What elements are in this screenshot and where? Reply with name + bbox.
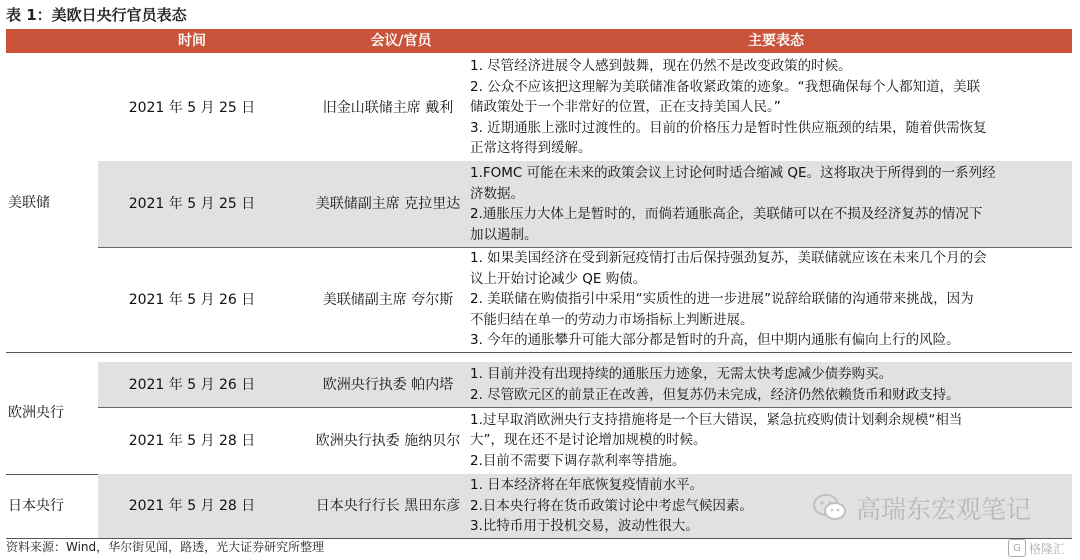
- statement-cell: [470, 163, 1070, 245]
- statement-line: 3. 今年的通胀攀升可能大部分都是暂时的升高，但中期内通胀有偏向上行的风险。: [470, 332, 960, 349]
- wechat-icon: [812, 493, 848, 523]
- source-note: 资料来源：Wind，华尔街见闻，路透，光大证券研究所整理: [6, 540, 325, 554]
- table-row: [98, 54, 1072, 161]
- statement-line: 2.通胀压力大体上是暂时的，而倘若通胀高企，美联储可以在不损及经济复苏的情况下: [470, 206, 983, 222]
- statement-line: 加以遏制。: [470, 226, 538, 243]
- corner-logo-text: 格隆汇: [1029, 541, 1066, 556]
- statement-line: 1. 目前并没有出现持续的通胀压力迹象，无需太快考虑减少债券购买。: [470, 366, 893, 382]
- meeting-cell: 美联储副主席 夸尔斯: [322, 291, 454, 308]
- statement-line: 1.FOMC 可能在未来的政策会议上讨论何时适合缩减 QE。这将取决于所得到的一系列经: [470, 165, 996, 181]
- watermark-text: 高瑞东宏观笔记: [856, 495, 1032, 524]
- table-row: [98, 407, 1072, 474]
- statement-line: 1. 日本经济将在年底恢复疫情前水平。: [470, 477, 704, 494]
- statement-line: 议上开始讨论减少 QE 购债。: [470, 270, 647, 287]
- table-title: 表 1：美欧日央行官员表态: [6, 6, 187, 24]
- statement-line: 济数据。: [470, 185, 524, 202]
- statement-line: 1.过早取消欧洲央行支持措施将是一个巨大错误，紧急抗疫购债计划剩余规模“相当: [470, 411, 963, 428]
- table-header: [6, 29, 1072, 53]
- section-divider: [6, 352, 1072, 353]
- date-cell: 2021 年 5 月 26 日: [128, 291, 256, 308]
- statement-line: 2. 尽管欧元区的前景正在改善，但复苏仍未完成，经济仍然依赖货币和财政支持。: [470, 386, 960, 403]
- header-statement: 主要表态: [748, 33, 804, 49]
- statement-line: 3. 近期通胀上涨时过渡性的。目前的价格压力是暂时性供应瓶颈的结果，随着供需恢复: [470, 119, 987, 136]
- statement-cell: [470, 410, 1070, 472]
- statement-cell: [470, 56, 1070, 159]
- watermark: [812, 488, 1031, 528]
- statement-line: 1. 尽管经济进展令人感到鼓舞，现在仍然不是改变政策的时候。: [470, 58, 852, 75]
- institution-label: 欧洲央行: [8, 405, 64, 421]
- statement-cell: [470, 364, 1070, 405]
- meeting-cell: 美联储副主席 克拉里达: [315, 196, 461, 212]
- date-cell: 2021 年 5 月 25 日: [128, 196, 256, 212]
- statement-line: 2.日本央行将在货币政策讨论中考虑气候因素。: [470, 497, 753, 514]
- header-meeting: 会议/官员: [370, 33, 432, 49]
- statement-line: 1. 如果美国经济在受到新冠疫情打击后保持强劲复苏，美联储就应该在未来几个月的会: [470, 250, 987, 267]
- corner-logo: [1008, 538, 1065, 558]
- meeting-cell: 日本央行行长 黑田东彦: [315, 498, 461, 514]
- table-row: [98, 362, 1072, 407]
- statement-cell: [470, 248, 1070, 351]
- table-row: [98, 247, 1072, 352]
- header-time: 时间: [178, 33, 206, 49]
- statement-line: 不能归结在单一的劳动力市场指标上判断进展。: [470, 311, 754, 328]
- statement-line: 储政策处于一个非常好的位置，正在支持美国人民。”: [470, 99, 781, 116]
- statement-line: 2.目前不需要下调存款利率等措施。: [470, 452, 686, 469]
- statement-line: 2. 美联储在购债指引中采用“实质性的进一步进展”说辞给联储的沟通带来挑战，因为: [470, 291, 974, 308]
- meeting-cell: 欧洲央行执委 帕内塔: [322, 376, 454, 393]
- institution-label: 日本央行: [8, 498, 64, 514]
- date-cell: 2021 年 5 月 28 日: [128, 498, 256, 514]
- logo-icon: G: [1008, 539, 1026, 557]
- date-cell: 2021 年 5 月 26 日: [128, 376, 256, 393]
- date-cell: 2021 年 5 月 28 日: [128, 432, 256, 449]
- date-cell: 2021 年 5 月 25 日: [128, 99, 256, 116]
- statement-line: 大”，现在还不是讨论增加规模的时候。: [470, 432, 707, 449]
- institution-label: 美联储: [8, 195, 50, 211]
- table-row: [98, 161, 1072, 247]
- meeting-cell: 欧洲央行执委 施纳贝尔: [315, 432, 461, 449]
- statement-line: 3.比特币用于投机交易，波动性很大。: [470, 518, 699, 535]
- statement-line: 2. 公众不应该把这理解为美联储准备收紧政策的迹象。“我想确保每个人都知道，美联: [470, 78, 981, 95]
- statement-line: 正常这将得到缓解。: [470, 140, 592, 157]
- meeting-cell: 旧金山联储主席 戴利: [322, 99, 454, 116]
